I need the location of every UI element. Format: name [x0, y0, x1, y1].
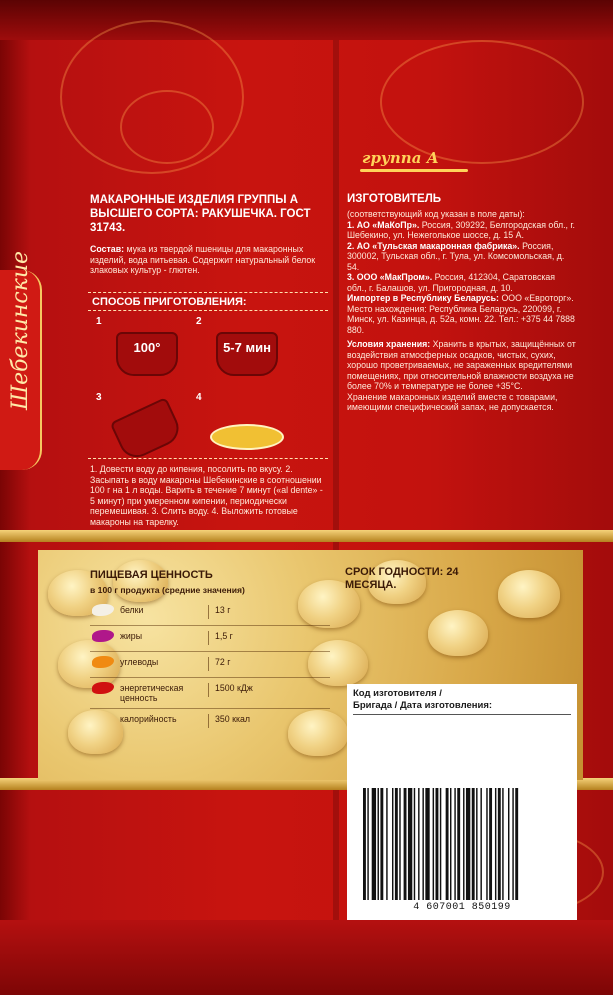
maker-title: ИЗГОТОВИТЕЛЬ [347, 193, 442, 205]
pasta-shell [428, 610, 488, 656]
group-badge [352, 145, 472, 175]
barcode-bar [508, 788, 509, 900]
preparation-title: СПОСОБ ПРИГОТОВЛЕНИЯ: [92, 296, 247, 308]
group-badge-text: группа А [362, 149, 439, 167]
nutrient-value: 1500 кДж [208, 683, 253, 697]
step-number: 4 [196, 392, 202, 403]
barcode-bar [414, 788, 415, 900]
barcode-bar [422, 788, 423, 900]
barcode-bar [480, 788, 481, 900]
maker-body [347, 209, 577, 413]
barcode-bar [450, 788, 451, 900]
barcode-bar [386, 788, 387, 900]
barcode-bar [399, 788, 400, 900]
nutrition-row [90, 600, 330, 626]
nutrition-subtitle: в 100 г продукта (средние значения) [90, 585, 245, 595]
nutrient-value: 72 г [208, 657, 230, 671]
product-title: МАКАРОННЫЕ ИЗДЕЛИЯ ГРУППЫ А ВЫСШЕГО СОРТА: РАКУШЕЧКА. ГОСТ 31743. [90, 194, 311, 234]
nutrient-name: белки [120, 605, 144, 615]
barcode-bar [502, 788, 503, 900]
nutrient-name: жиры [120, 631, 143, 641]
maker-1-text: Россия, 309292, Белгородская обл., г. Шебекино, ул. Нежеголькое шоссе, д. 15 А. [347, 219, 576, 240]
nutrition-row [90, 626, 330, 652]
nutrient-name: энергетическая ценность [120, 683, 184, 703]
nutrient-name: калорийность [120, 714, 177, 724]
gold-band-top [0, 530, 613, 542]
fat-splash-icon [92, 630, 114, 642]
barcode-bar [404, 788, 407, 900]
pot-icon [216, 332, 278, 376]
barcode-bar [363, 788, 366, 900]
nutrient-value: 350 ккал [208, 714, 250, 728]
drain-pot-icon [110, 397, 185, 463]
barcode-bar [418, 788, 419, 900]
barcode-bar [515, 788, 518, 900]
barcode-bar [463, 788, 464, 900]
prep-step-4 [196, 392, 306, 452]
composition-label: Состав: [90, 244, 125, 254]
nutrition-row [90, 652, 330, 678]
step-number: 2 [196, 316, 202, 327]
plate-icon [210, 424, 284, 450]
brand-name: Шебекинские [8, 250, 33, 410]
step-value: 5-7 мин [223, 340, 271, 355]
maker-3-text: Россия, 412304, Саратовская обл., г. Балашов, ул. Пригородная, д. 10. [347, 272, 556, 293]
barcode-bar [486, 788, 487, 900]
barcode-bar [472, 788, 475, 900]
protein-splash-icon [92, 604, 114, 616]
maker-1-label: 1. АО «МаКоПр». [347, 219, 420, 230]
composition-text: мука из твердой пшеницы для макаронных изделий, вода питьевая. Содержит натуральный белок злаковых культур - глютен. [90, 244, 316, 275]
code-separator [353, 714, 571, 715]
barcode-bar [446, 788, 449, 900]
barcode-bar [395, 788, 398, 900]
barcode-bar [408, 788, 412, 900]
barcode-bar [367, 788, 368, 900]
divider [88, 310, 328, 311]
maker-3-label: 3. ООО «МакПром». [347, 272, 433, 282]
storage-text-2: Хранение макаронных изделий вместе с товарами, имеющими специфический запах, не допускается. [347, 391, 558, 412]
prep-step-1 [96, 316, 206, 376]
barcode-bar [495, 788, 496, 900]
nutrition-title: ПИЩЕВАЯ ЦЕННОСТЬ [90, 569, 213, 581]
importer-label: Импортер в Республику Беларусь: [347, 293, 499, 303]
storage-text: Хранить в крытых, защищённых от воздействия атмосферных осадков, чистых, сухих, хорошо проветриваемых, не зараженных вредителями помещениях, при относительной влажности воздуха не более 70% и температуре не более +35°С. [347, 339, 576, 391]
package-bottom [0, 920, 613, 995]
group-badge-underline [360, 169, 468, 172]
barcode-bar [476, 788, 477, 900]
shelf-life: СРОК ГОДНОСТИ: 24 МЕСЯЦА. [345, 566, 459, 591]
composition [90, 244, 330, 276]
step-number: 1 [96, 316, 102, 327]
barcode-bar [425, 788, 429, 900]
prep-step-3 [96, 392, 206, 452]
barcode-bar [372, 788, 376, 900]
pasta-shell [498, 570, 560, 618]
nutrient-name: углеводы [120, 657, 159, 667]
preparation-text: 1. Довести воду до кипения, посолить по вкусу. 2. Засыпать в воду макароны Шебекинские в соотношении 100 г на 1 л воды. Варить в течение 7 минут («al dente» - 5 минут) при умеренном кипении, периодически перемешивая. 3. Слить воду. 4. Выложить готовые макароны на тарелку. [90, 464, 323, 527]
maker-note: (соответствующий код указан в поле даты): [347, 209, 525, 219]
barcode-bar [380, 788, 383, 900]
energy-splash-icon [92, 682, 114, 694]
code-label-1: Код изготовителя / [353, 688, 442, 699]
barcode-bar [498, 788, 501, 900]
package-top-seal [0, 0, 613, 40]
nutrition-row [90, 709, 330, 734]
nutrient-value: 13 г [208, 605, 230, 619]
barcode-bar [392, 788, 393, 900]
prep-step-2 [196, 316, 306, 376]
side-brand-tab [0, 250, 42, 470]
ornament-swirl [120, 90, 214, 164]
step-value: 100° [133, 340, 161, 355]
barcode-bar [440, 788, 441, 900]
barcode-bar [454, 788, 455, 900]
divider [88, 292, 328, 293]
code-label-2: Бригада / Дата изготовления: [353, 700, 493, 711]
storage-label: Условия хранения: [347, 339, 431, 349]
barcode-number: 4 607001 850199 [413, 902, 511, 913]
barcode-bar [378, 788, 379, 900]
pasta-shell [113, 560, 168, 602]
barcode-bar [466, 788, 470, 900]
maker-2-text: Россия, 300002, Тульская обл., г. Тула, ул. Комсомольская, д. 54. [347, 240, 565, 272]
maker-2-label: 2. АО «Тульская макаронная фабрика». [347, 240, 520, 251]
barcode-bar [436, 788, 439, 900]
divider [88, 458, 328, 459]
nutrition-row [90, 678, 330, 709]
nutrient-value: 1,5 г [208, 631, 233, 645]
barcode-bar [457, 788, 460, 900]
barcode [361, 788, 565, 900]
barcode-bar [433, 788, 434, 900]
code-box [347, 684, 577, 924]
step-number: 3 [96, 392, 102, 403]
carbs-splash-icon [92, 656, 114, 668]
barcode-bar [489, 788, 492, 900]
importer-text: ООО «Евроторг». Место нахождения: Республика Беларусь, 220099, г. Минск, ул. Казинца, д. 52а, комн. 22. Тел.: +375 44 7888 880. [347, 293, 575, 335]
pot-icon [116, 332, 178, 376]
barcode-bar [512, 788, 513, 900]
nutrition-table [90, 600, 330, 734]
